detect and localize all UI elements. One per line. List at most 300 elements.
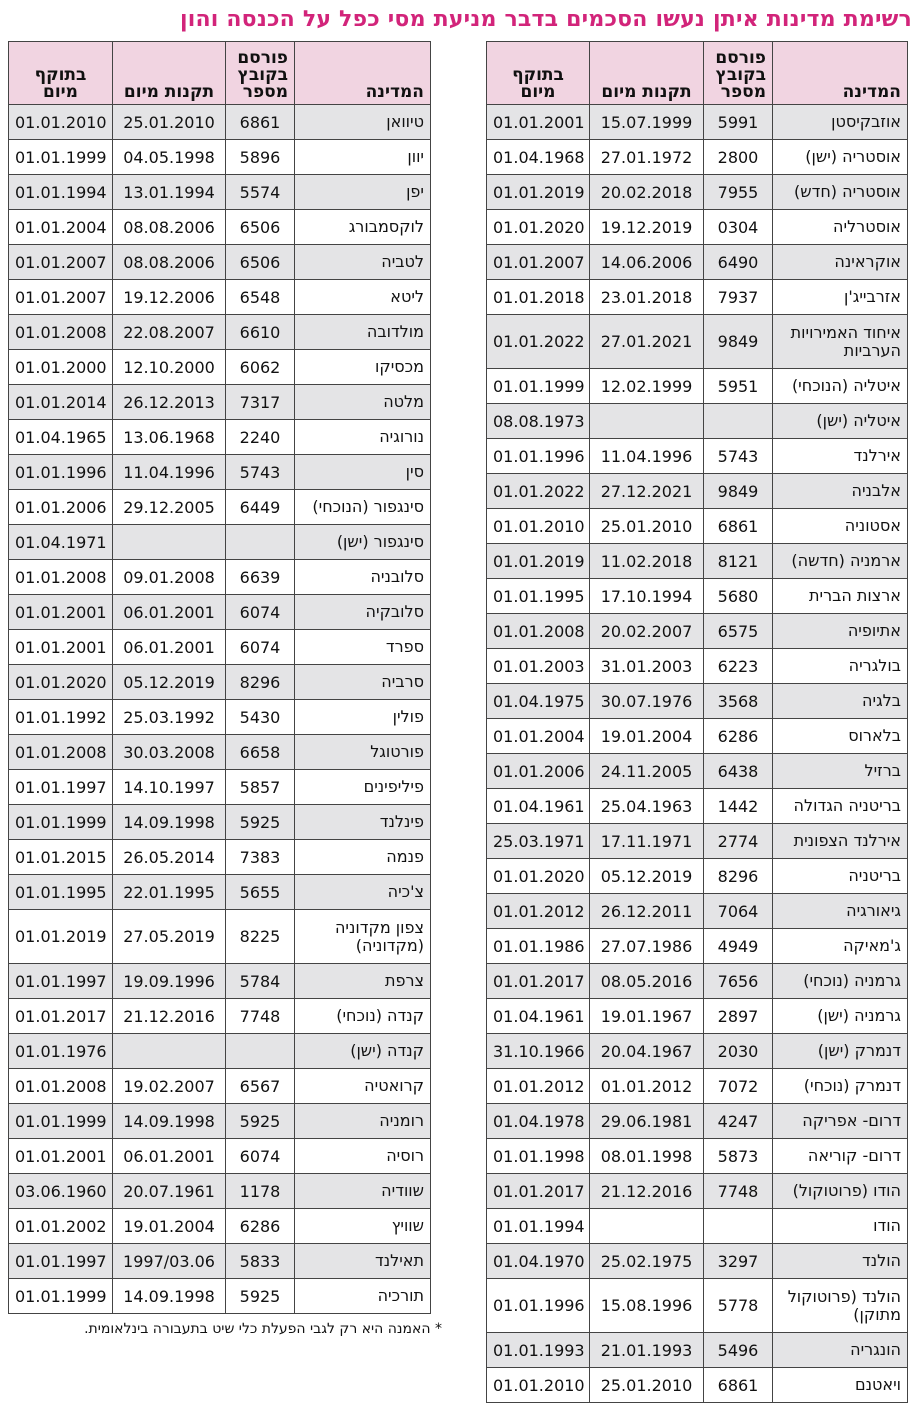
country-cell: סין (295, 455, 431, 490)
file-number-cell: 9849 (704, 474, 773, 509)
country-cell: מלטה (295, 385, 431, 420)
country-cell: לוקסמבורג (295, 210, 431, 245)
country-cell: סינגפור (הנוכחי) (295, 490, 431, 525)
effective-date-cell: 01.04.1961 (487, 789, 590, 824)
regulations-date-cell (113, 525, 226, 560)
effective-date-cell: 01.01.1996 (9, 455, 113, 490)
country-cell: ברזיל (773, 754, 908, 789)
country-cell: גרמניה (נוכחי) (773, 964, 908, 999)
effective-date-cell: 01.04.1961 (487, 999, 590, 1034)
table-row (9, 1279, 431, 1314)
file-number-cell: 6074 (226, 1139, 295, 1174)
regulations-date-cell: 11.04.1996 (590, 439, 704, 474)
regulations-date-cell: 1997/03.06 (113, 1244, 226, 1279)
country-cell: אוסטריה (ישן) (773, 140, 908, 175)
regulations-date-cell: 19.12.2019 (590, 210, 704, 245)
effective-date-cell: 01.01.2008 (9, 735, 113, 770)
file-number-cell: 6575 (704, 614, 773, 649)
effective-date-cell: 01.04.1965 (9, 420, 113, 455)
effective-date-cell: 01.01.1992 (9, 700, 113, 735)
country-cell: אוקראינה (773, 245, 908, 280)
table-row (9, 770, 431, 805)
regulations-date-cell: 14.06.2006 (590, 245, 704, 280)
file-number-cell: 8121 (704, 544, 773, 579)
file-number-cell: 5873 (704, 1139, 773, 1174)
effective-date-cell: 01.01.1994 (9, 175, 113, 210)
country-cell: בריטניה (773, 859, 908, 894)
file-number-cell: 5784 (226, 964, 295, 999)
country-cell: דרום- אפריקה (773, 1104, 908, 1139)
table-row (487, 579, 908, 614)
treaty-table-right (486, 41, 908, 1403)
table-row (9, 1244, 431, 1279)
file-number-cell: 8225 (226, 910, 295, 964)
regulations-date-cell: 31.01.2003 (590, 649, 704, 684)
effective-date-cell: 01.01.1996 (487, 1279, 590, 1333)
file-number-cell (226, 525, 295, 560)
table-row (487, 1279, 908, 1333)
table-row (9, 1069, 431, 1104)
regulations-date-cell: 25.03.1992 (113, 700, 226, 735)
table-row (9, 385, 431, 420)
effective-date-cell: 01.01.2020 (9, 665, 113, 700)
effective-date-cell: 01.04.1975 (487, 684, 590, 719)
effective-date-cell: 01.01.2017 (487, 1174, 590, 1209)
file-number-cell: 5833 (226, 1244, 295, 1279)
file-number-cell: 2897 (704, 999, 773, 1034)
file-number-cell: 6286 (704, 719, 773, 754)
table-row (487, 140, 908, 175)
table-row (487, 439, 908, 474)
regulations-date-cell: 08.08.2006 (113, 245, 226, 280)
regulations-date-cell: 05.12.2019 (113, 665, 226, 700)
effective-date-cell: 01.01.1976 (9, 1034, 113, 1069)
effective-date-cell: 01.01.2010 (9, 105, 113, 140)
file-number-cell: 7383 (226, 840, 295, 875)
country-cell: אוזבקיסטן (773, 105, 908, 140)
regulations-date-cell: 30.03.2008 (113, 735, 226, 770)
file-number-cell: 5743 (226, 455, 295, 490)
country-cell: הולנד (פרוטוקול מתוקן) (773, 1279, 908, 1333)
regulations-date-cell: 14.09.1998 (113, 1279, 226, 1314)
file-number-cell: 5925 (226, 1104, 295, 1139)
file-number-cell: 5925 (226, 805, 295, 840)
regulations-date-cell: 15.08.1996 (590, 1279, 704, 1333)
country-cell: אזרבייג'ן (773, 280, 908, 315)
table-row (9, 315, 431, 350)
regulations-date-cell: 13.06.1968 (113, 420, 226, 455)
regulations-date-cell (590, 404, 704, 439)
table-row (487, 1174, 908, 1209)
table-row (9, 140, 431, 175)
table-row (9, 490, 431, 525)
regulations-date-cell: 06.01.2001 (113, 595, 226, 630)
regulations-date-cell: 25.01.2010 (590, 509, 704, 544)
country-cell: דנמרק (נוכחי) (773, 1069, 908, 1104)
effective-date-cell: 01.01.1998 (487, 1139, 590, 1174)
table-row (487, 105, 908, 140)
country-cell: רוסיה (295, 1139, 431, 1174)
regulations-date-cell: 26.12.2013 (113, 385, 226, 420)
regulations-date-cell: 15.07.1999 (590, 105, 704, 140)
regulations-date-cell: 27.01.2021 (590, 315, 704, 369)
table-row (487, 1333, 908, 1368)
country-cell: ליטא (295, 280, 431, 315)
file-number-cell: 5896 (226, 140, 295, 175)
country-cell: ארצות הברית (773, 579, 908, 614)
effective-date-cell: 01.01.2020 (487, 210, 590, 245)
regulations-date-cell: 26.05.2014 (113, 840, 226, 875)
table-row (487, 754, 908, 789)
effective-date-cell: 01.01.2001 (9, 630, 113, 665)
country-cell: בולגריה (773, 649, 908, 684)
file-number-cell: 6567 (226, 1069, 295, 1104)
table-row (487, 509, 908, 544)
regulations-date-cell: 22.08.2007 (113, 315, 226, 350)
file-number-cell: 5680 (704, 579, 773, 614)
file-number-cell: 6074 (226, 630, 295, 665)
regulations-date-cell: 06.01.2001 (113, 630, 226, 665)
effective-date-cell: 01.01.2008 (9, 560, 113, 595)
file-number-cell: 6658 (226, 735, 295, 770)
country-cell: הונגריה (773, 1333, 908, 1368)
country-cell: פיליפינים (295, 770, 431, 805)
regulations-date-cell: 30.07.1976 (590, 684, 704, 719)
country-cell: רומניה (295, 1104, 431, 1139)
file-number-cell: 7072 (704, 1069, 773, 1104)
table-row (9, 964, 431, 999)
country-cell: פינלנד (295, 805, 431, 840)
table-row (487, 474, 908, 509)
table-row (9, 105, 431, 140)
country-cell: ג'מאיקה (773, 929, 908, 964)
table-row (487, 929, 908, 964)
effective-date-cell: 01.01.1999 (9, 1279, 113, 1314)
effective-date-cell: 01.01.2001 (487, 105, 590, 140)
regulations-date-cell: 17.11.1971 (590, 824, 704, 859)
file-number-cell: 6861 (704, 1368, 773, 1403)
effective-date-cell: 01.01.2019 (487, 544, 590, 579)
table-row (9, 630, 431, 665)
effective-date-cell: 01.01.2022 (487, 315, 590, 369)
effective-date-cell: 01.01.2008 (9, 315, 113, 350)
table-row (487, 404, 908, 439)
table-row (487, 1034, 908, 1069)
treaty-table-left (8, 41, 431, 1314)
regulations-date-cell: 14.09.1998 (113, 805, 226, 840)
table-row (9, 700, 431, 735)
file-number-cell: 7064 (704, 894, 773, 929)
regulations-date-cell: 17.10.1994 (590, 579, 704, 614)
table-row (9, 735, 431, 770)
effective-date-cell: 01.01.2022 (487, 474, 590, 509)
regulations-date-cell: 21.12.2016 (590, 1174, 704, 1209)
table-row (487, 1139, 908, 1174)
effective-date-cell: 01.01.2007 (9, 245, 113, 280)
header-file: פורסם בקובץ מספר (226, 42, 295, 105)
effective-date-cell: 01.01.2008 (9, 1069, 113, 1104)
file-number-cell (704, 1209, 773, 1244)
table-row (9, 210, 431, 245)
effective-date-cell: 01.01.2001 (9, 1139, 113, 1174)
country-cell: בריטניה הגדולה (773, 789, 908, 824)
regulations-date-cell: 27.01.1972 (590, 140, 704, 175)
effective-date-cell: 01.01.2007 (9, 280, 113, 315)
country-cell: סלובקיה (295, 595, 431, 630)
regulations-date-cell: 04.05.1998 (113, 140, 226, 175)
country-cell: אסטוניה (773, 509, 908, 544)
country-cell: גרמניה (ישן) (773, 999, 908, 1034)
file-number-cell: 6548 (226, 280, 295, 315)
file-number-cell: 6438 (704, 754, 773, 789)
regulations-date-cell: 08.05.2016 (590, 964, 704, 999)
country-cell: בלגיה (773, 684, 908, 719)
regulations-date-cell: 21.01.1993 (590, 1333, 704, 1368)
effective-date-cell: 01.01.2006 (9, 490, 113, 525)
effective-date-cell: 01.01.1999 (9, 1104, 113, 1139)
file-number-cell: 4949 (704, 929, 773, 964)
regulations-date-cell: 21.12.2016 (113, 999, 226, 1034)
country-cell: מכסיקו (295, 350, 431, 385)
file-number-cell: 5991 (704, 105, 773, 140)
effective-date-cell: 01.01.2020 (487, 859, 590, 894)
regulations-date-cell: 11.04.1996 (113, 455, 226, 490)
country-cell: בלארוס (773, 719, 908, 754)
table-row (487, 859, 908, 894)
effective-date-cell: 01.01.1999 (9, 805, 113, 840)
footnote: * האמנה היא רק לגבי הפעלת כלי שיט בתעבורה בינלאומית. (84, 1321, 442, 1337)
file-number-cell: 2774 (704, 824, 773, 859)
header-file: פורסם בקובץ מספר (704, 42, 773, 105)
country-cell: פורטוגל (295, 735, 431, 770)
effective-date-cell: 01.01.1995 (9, 875, 113, 910)
country-cell: הודו (773, 1209, 908, 1244)
effective-date-cell: 01.01.1997 (9, 1244, 113, 1279)
file-number-cell: 1178 (226, 1174, 295, 1209)
regulations-date-cell: 26.12.2011 (590, 894, 704, 929)
regulations-date-cell: 22.01.1995 (113, 875, 226, 910)
file-number-cell: 2030 (704, 1034, 773, 1069)
table-row (487, 614, 908, 649)
country-cell: שוויץ (295, 1209, 431, 1244)
file-number-cell: 7937 (704, 280, 773, 315)
table-row (487, 1244, 908, 1279)
country-cell: קנדה (ישן) (295, 1034, 431, 1069)
effective-date-cell: 01.01.2010 (487, 1368, 590, 1403)
regulations-date-cell: 19.01.2004 (113, 1209, 226, 1244)
country-cell: קנדה (נוכחי) (295, 999, 431, 1034)
table-row (9, 455, 431, 490)
table-row (487, 245, 908, 280)
table-row (487, 1368, 908, 1403)
file-number-cell: 9849 (704, 315, 773, 369)
country-cell: דנמרק (ישן) (773, 1034, 908, 1069)
country-cell: צ'כיה (295, 875, 431, 910)
country-cell: פנמה (295, 840, 431, 875)
effective-date-cell: 01.01.2004 (487, 719, 590, 754)
table-row (9, 840, 431, 875)
country-cell: אוסטריה (חדש) (773, 175, 908, 210)
table-row (9, 1104, 431, 1139)
file-number-cell: 0304 (704, 210, 773, 245)
effective-date-cell: 01.01.1986 (487, 929, 590, 964)
country-cell: ארמניה (חדשה) (773, 544, 908, 579)
file-number-cell: 5951 (704, 369, 773, 404)
file-number-cell: 2240 (226, 420, 295, 455)
file-number-cell: 8296 (704, 859, 773, 894)
effective-date-cell: 01.01.2015 (9, 840, 113, 875)
effective-date-cell: 01.01.2012 (487, 894, 590, 929)
table-row (487, 369, 908, 404)
effective-date-cell: 01.01.2007 (487, 245, 590, 280)
file-number-cell: 2800 (704, 140, 773, 175)
regulations-date-cell: 08.01.1998 (590, 1139, 704, 1174)
file-number-cell: 7748 (226, 999, 295, 1034)
effective-date-cell: 01.04.1971 (9, 525, 113, 560)
regulations-date-cell: 11.02.2018 (590, 544, 704, 579)
table-row (487, 964, 908, 999)
effective-date-cell: 01.01.2000 (9, 350, 113, 385)
table-row (9, 999, 431, 1034)
effective-date-cell: 01.01.1999 (9, 140, 113, 175)
file-number-cell: 5743 (704, 439, 773, 474)
file-number-cell: 7317 (226, 385, 295, 420)
country-cell: לטביה (295, 245, 431, 280)
file-number-cell: 6286 (226, 1209, 295, 1244)
header-regs: תקנות מיום (113, 42, 226, 105)
file-number-cell: 8296 (226, 665, 295, 700)
file-number-cell: 5430 (226, 700, 295, 735)
regulations-date-cell: 06.01.2001 (113, 1139, 226, 1174)
regulations-date-cell: 29.06.1981 (590, 1104, 704, 1139)
file-number-cell: 6610 (226, 315, 295, 350)
regulations-date-cell: 24.11.2005 (590, 754, 704, 789)
country-cell: סרביה (295, 665, 431, 700)
country-cell: ספרד (295, 630, 431, 665)
table-row (9, 595, 431, 630)
file-number-cell: 5925 (226, 1279, 295, 1314)
regulations-date-cell: 25.01.2010 (113, 105, 226, 140)
table-row (487, 210, 908, 245)
regulations-date-cell: 25.02.1975 (590, 1244, 704, 1279)
country-cell: אוסטרליה (773, 210, 908, 245)
country-cell: דרום- קוריאה (773, 1139, 908, 1174)
table-row (487, 649, 908, 684)
regulations-date-cell: 19.01.1967 (590, 999, 704, 1034)
country-cell: הולנד (773, 1244, 908, 1279)
effective-date-cell: 01.01.1997 (9, 964, 113, 999)
country-cell: קרואטיה (295, 1069, 431, 1104)
country-cell: גיאורגיה (773, 894, 908, 929)
file-number-cell: 6506 (226, 210, 295, 245)
file-number-cell: 3568 (704, 684, 773, 719)
table-row (9, 350, 431, 385)
effective-date-cell: 01.01.2006 (487, 754, 590, 789)
country-cell: פולין (295, 700, 431, 735)
country-cell: תאילנד (295, 1244, 431, 1279)
file-number-cell: 7955 (704, 175, 773, 210)
regulations-date-cell: 19.09.1996 (113, 964, 226, 999)
table-row (487, 999, 908, 1034)
file-number-cell: 6223 (704, 649, 773, 684)
file-number-cell: 5857 (226, 770, 295, 805)
country-cell: צפון מקדוניה (מקדוניה) (295, 910, 431, 964)
regulations-date-cell: 20.02.2007 (590, 614, 704, 649)
table-row (9, 805, 431, 840)
regulations-date-cell: 08.08.2006 (113, 210, 226, 245)
file-number-cell: 5778 (704, 1279, 773, 1333)
effective-date-cell: 01.01.2001 (9, 595, 113, 630)
regulations-date-cell: 01.01.2012 (590, 1069, 704, 1104)
table-row (487, 1104, 908, 1139)
table-row (487, 894, 908, 929)
regulations-date-cell: 12.02.1999 (590, 369, 704, 404)
effective-date-cell: 01.01.2004 (9, 210, 113, 245)
table-row (9, 1139, 431, 1174)
effective-date-cell: 01.01.2003 (487, 649, 590, 684)
effective-date-cell: 01.01.1995 (487, 579, 590, 614)
table-row (9, 910, 431, 964)
header-country: המדינה (295, 42, 431, 105)
table-row (9, 420, 431, 455)
header-effective: בתוקף מיום (487, 42, 590, 105)
table-header-row (487, 42, 908, 105)
regulations-date-cell: 27.05.2019 (113, 910, 226, 964)
country-cell: סלובניה (295, 560, 431, 595)
country-cell: מולדובה (295, 315, 431, 350)
table-row (9, 245, 431, 280)
regulations-date-cell: 09.01.2008 (113, 560, 226, 595)
effective-date-cell: 01.04.1978 (487, 1104, 590, 1139)
regulations-date-cell: 14.10.1997 (113, 770, 226, 805)
file-number-cell: 6062 (226, 350, 295, 385)
table-row (487, 1069, 908, 1104)
table-header-row (9, 42, 431, 105)
effective-date-cell: 08.08.1973 (487, 404, 590, 439)
effective-date-cell: 01.01.2014 (9, 385, 113, 420)
page-title: רשימת מדינות איתן נעשו הסכמים בדבר מניעת מסי כפל על הכנסה והון (179, 7, 912, 32)
regulations-date-cell: 23.01.2018 (590, 280, 704, 315)
table-row (9, 1209, 431, 1244)
effective-date-cell: 01.01.1996 (487, 439, 590, 474)
country-cell: איחוד האמירויות הערביות (773, 315, 908, 369)
effective-date-cell: 01.01.2008 (487, 614, 590, 649)
header-country: המדינה (773, 42, 908, 105)
effective-date-cell: 03.06.1960 (9, 1174, 113, 1209)
country-cell: איטליה (ישן) (773, 404, 908, 439)
regulations-date-cell: 20.04.1967 (590, 1034, 704, 1069)
file-number-cell: 6506 (226, 245, 295, 280)
effective-date-cell: 01.01.2017 (9, 999, 113, 1034)
country-cell: שוודיה (295, 1174, 431, 1209)
file-number-cell: 6074 (226, 595, 295, 630)
table-row (9, 1034, 431, 1069)
table-row (487, 544, 908, 579)
file-number-cell: 6449 (226, 490, 295, 525)
regulations-date-cell: 05.12.2019 (590, 859, 704, 894)
effective-date-cell: 01.04.1968 (487, 140, 590, 175)
country-cell: יוון (295, 140, 431, 175)
regulations-date-cell: 12.10.2000 (113, 350, 226, 385)
effective-date-cell: 01.01.1999 (487, 369, 590, 404)
table-row (9, 875, 431, 910)
regulations-date-cell: 25.04.1963 (590, 789, 704, 824)
table-row (487, 1209, 908, 1244)
country-cell: תורכיה (295, 1279, 431, 1314)
file-number-cell: 6861 (704, 509, 773, 544)
table-row (9, 280, 431, 315)
effective-date-cell: 31.10.1966 (487, 1034, 590, 1069)
